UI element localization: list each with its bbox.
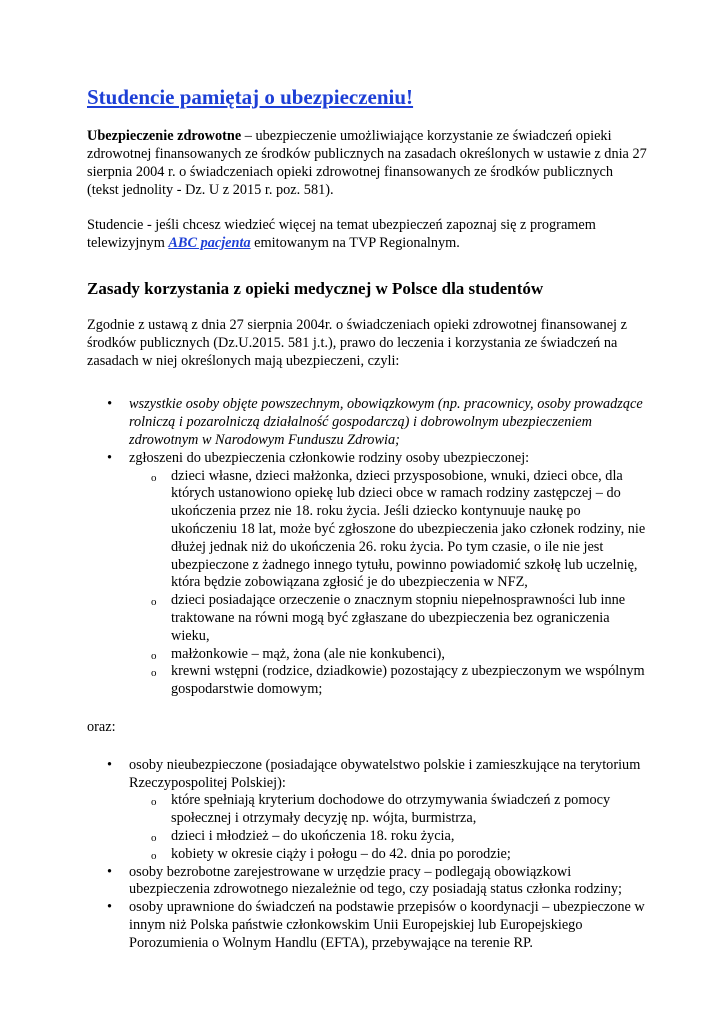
list-item xyxy=(87,757,647,864)
sublist-item-text: dzieci i młodzież – do ukończenia 18. roku życia, xyxy=(171,827,455,844)
list-item-text: osoby nieubezpieczone (posiadające obywatelstwo polskie i zamieszkujące na terytorium Rzeczypospolitej Polskiej): xyxy=(129,756,641,791)
bullet-icon: • xyxy=(107,396,113,413)
list-item-text: zgłoszeni do ubezpieczenia członkowie rodziny osoby ubezpieczonej: xyxy=(129,449,530,466)
list-item xyxy=(87,450,647,699)
circle-bullet-icon: o xyxy=(151,649,157,662)
family-members-sublist xyxy=(129,468,647,699)
sublist-item xyxy=(129,468,647,593)
sublist-item-text: które spełniają kryterium dochodowe do otrzymywania świadczeń z pomocy społecznej i otrzymały decyzję np. wójta, burmistrza, xyxy=(171,792,611,827)
oraz-label: oraz: xyxy=(87,718,116,735)
document-page xyxy=(87,84,647,953)
sublist-item xyxy=(129,663,647,699)
abc-pacjenta-link[interactable]: ABC pacjenta xyxy=(168,235,251,252)
bullet-icon: • xyxy=(107,449,113,466)
info-paragraph xyxy=(87,217,647,253)
uninsured-sublist xyxy=(129,792,647,863)
info-text-before: Studencie - jeśli chcesz wiedzieć więcej na temat ubezpieczeń zapoznaj się z programem telewizyjnym xyxy=(87,217,596,252)
list-item-text: osoby uprawnione do świadczeń na podstawie przepisów o koordynacji – ubezpieczone w innym niż Polska państwie członkowskim Unii Europejskiej lub Europejskiego Porozumienia o Wolnym Handlu (EFTA), przebywające na terenie RP. xyxy=(129,899,645,951)
sublist-item xyxy=(129,792,647,828)
section-heading: Zasady korzystania z opieki medycznej w Polsce dla studentów xyxy=(87,279,544,299)
circle-bullet-icon: o xyxy=(151,596,157,609)
bullet-icon: • xyxy=(107,899,113,916)
intro-paragraph xyxy=(87,128,647,199)
sublist-item xyxy=(129,828,647,846)
list-item xyxy=(87,396,647,449)
sublist-item-text: kobiety w okresie ciąży i połogu – do 42. dnia po porodzie; xyxy=(171,845,511,862)
circle-bullet-icon: o xyxy=(151,831,157,844)
sublist-item-text: dzieci posiadające orzeczenie o znacznym stopniu niepełnosprawności lub inne traktowane na równi mogą być zgłaszane do ubezpieczenia bez ograniczenia wieku, xyxy=(171,592,626,644)
circle-bullet-icon: o xyxy=(151,849,157,862)
info-text-after: emitowanym na TVP Regionalnym. xyxy=(250,235,460,252)
list-item xyxy=(87,899,647,952)
circle-bullet-icon: o xyxy=(151,667,157,680)
bullet-icon: • xyxy=(107,863,113,880)
circle-bullet-icon: o xyxy=(151,796,157,809)
list-item-text: osoby bezrobotne zarejestrowane w urzędzie pracy – podlegają obowiązkowi ubezpieczenia zdrowotnego niezależnie od tego, czy posiadają status członka rodziny; xyxy=(129,863,623,898)
list-item xyxy=(87,864,647,900)
sublist-item-text: małżonkowie – mąż, żona (ale nie konkubenci), xyxy=(171,645,445,662)
intro-term: Ubezpieczenie zdrowotne xyxy=(87,128,242,145)
list-item-text: wszystkie osoby objęte powszechnym, obowiązkowym (np. pracownicy, osoby prowadzące rolniczą i pozarolniczą działalność gospodarczą) i dobrowolnym ubezpieczeniem zdrowotnym w Narodowym Funduszu Zdrowia; xyxy=(129,396,643,449)
circle-bullet-icon: o xyxy=(151,471,157,484)
intro-definition: – ubezpieczenie umożliwiające korzystanie ze świadczeń opieki zdrowotnej finansowanych ze środków publicznych na zasadach określonych w ustawie z dnia 27 sierpnia 2004 r. o świadczeniach opieki zdrowotnej finansowanych ze środków publicznych (tekst jednolity - Dz. U z 2015 r. poz. 581). xyxy=(87,128,647,198)
bullet-icon: • xyxy=(107,756,113,773)
sublist-item-text: dzieci własne, dzieci małżonka, dzieci przysposobione, wnuki, dzieci obce, dla których ustanowiono opiekę lub dzieci obce w ramach rodziny zastępczej – do ukończenia przez nie 18. roku życia. Jeśli dziecko kontynuuje naukę po ukończeniu 18 lat, może być zgłoszone do ubezpieczenia jako członek rodziny, nie dłużej jednak niż do ukończenia 26. roku życia. Po tym czasie, o ile nie jest ubezpieczone z żadnego innego tytułu, powinno powiadomić szkołę lub uczelnię, która będzie zobowiązana zgłosić je do ubezpieczenia w NFZ, xyxy=(171,467,646,591)
legal-paragraph: Zgodnie z ustawą z dnia 27 sierpnia 2004r. o świadczeniach opieki zdrowotnej finansowanej z środków publicznych (Dz.U.2015. 581 j.t.), prawo do leczenia i korzystania ze świadczeń na zasadach w niej określonych mają ubezpieczeni, czyli: xyxy=(87,317,627,369)
sublist-item-text: krewni wstępni (rodzice, dziadkowie) pozostający z ubezpieczonym we wspólnym gospodarstwie domowym; xyxy=(171,663,645,698)
sublist-item xyxy=(129,846,647,864)
additional-insured-list xyxy=(87,757,647,953)
page-title: Studencie pamiętaj o ubezpieczeniu! xyxy=(87,85,414,109)
insured-list xyxy=(87,396,647,699)
sublist-item xyxy=(129,646,647,664)
sublist-item xyxy=(129,592,647,645)
